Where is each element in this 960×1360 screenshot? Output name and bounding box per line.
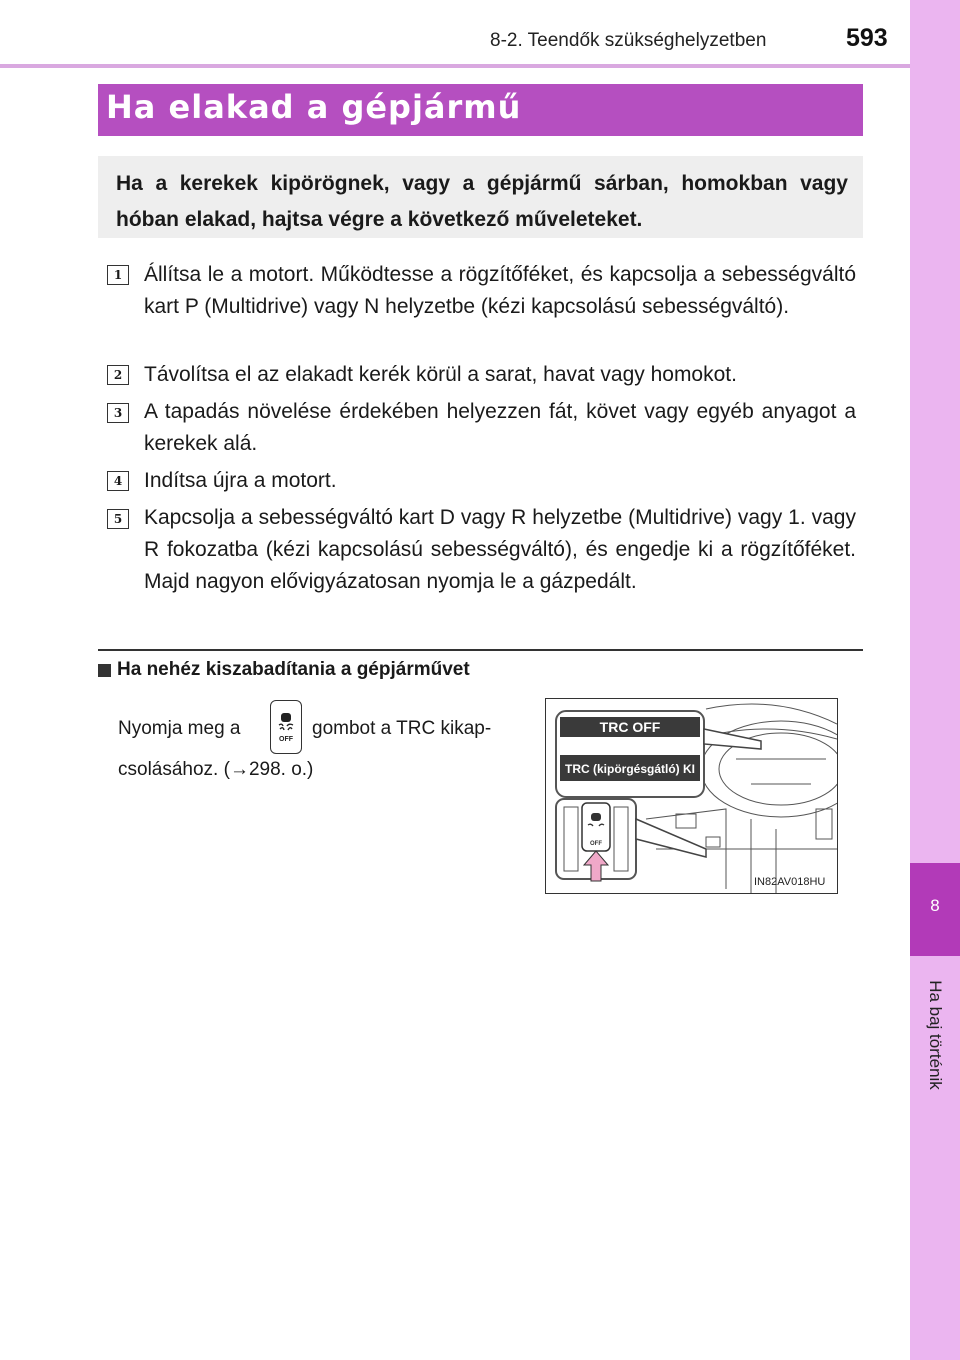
step-text-3: A tapadás növelése érdekében helyezzen fát, követ vagy egyéb anyagot a kerekek alá. [144, 400, 856, 455]
note-text-before: Nyomja meg a [118, 718, 241, 739]
step-text-4: Indítsa újra a motort. [144, 469, 337, 492]
trc-off-display-text: TRC OFF [599, 719, 661, 735]
step-number-3: 3 [107, 403, 129, 423]
step-number-1: 1 [107, 265, 129, 285]
dashboard-illustration [545, 698, 838, 894]
trc-caption-text: TRC (kipörgésgátló) KI [564, 762, 696, 776]
trc-off-button-icon [270, 700, 302, 754]
step-text-1: Állítsa le a motort. Működtesse a rögzítőféket, és kapcsolja a sebességváltó kart P (Multidrive) vagy N helyzetbe (kézi kapcsolású sebességváltó). [144, 263, 856, 318]
button-off-label: OFF [279, 736, 293, 743]
subsection-heading: Ha nehéz kiszabadítania a gépjárművet [117, 659, 470, 680]
step-number-5: 5 [107, 509, 129, 529]
step-number-4: 4 [107, 471, 129, 491]
figure-code: IN82AV018HU [754, 876, 826, 888]
step-text-5: Kapcsolja a sebességváltó kart D vagy R helyzetbe (Multidrive) vagy 1. vagy R fokozatba (kézi kapcsolású sebességváltó), és engedje ki a rögzítőféket. Majd nagyon elővigyázatosan nyomja le a gázpedált. [144, 506, 856, 593]
chapter-label: Ha baj történik [926, 980, 945, 1090]
step-number-2: 2 [107, 365, 129, 385]
note-text-line2: csolásához. (→298. o.) [118, 759, 314, 780]
square-bullet-icon [98, 664, 111, 677]
page-title: Ha elakad a gépjármű [106, 88, 522, 126]
section-divider [98, 649, 863, 651]
section-header: 8-2. Teendők szükséghelyzetben [490, 30, 767, 51]
page-number: 593 [846, 24, 888, 52]
note-text-after: gombot a TRC kikap- [312, 718, 492, 739]
step-text-2: Távolítsa el az elakadt kerék körül a sarat, havat vagy homokot. [144, 363, 737, 386]
figure-button-off-label: OFF [590, 841, 602, 847]
intro-text: Ha a kerekek kipörögnek, vagy a gépjármű sárban, homokban vagy hóban elakad, hajtsa végre a következő műveleteket. [116, 172, 848, 231]
chapter-number: 8 [930, 896, 940, 915]
header-rule [0, 64, 910, 68]
chapter-side-tab [910, 0, 960, 1360]
